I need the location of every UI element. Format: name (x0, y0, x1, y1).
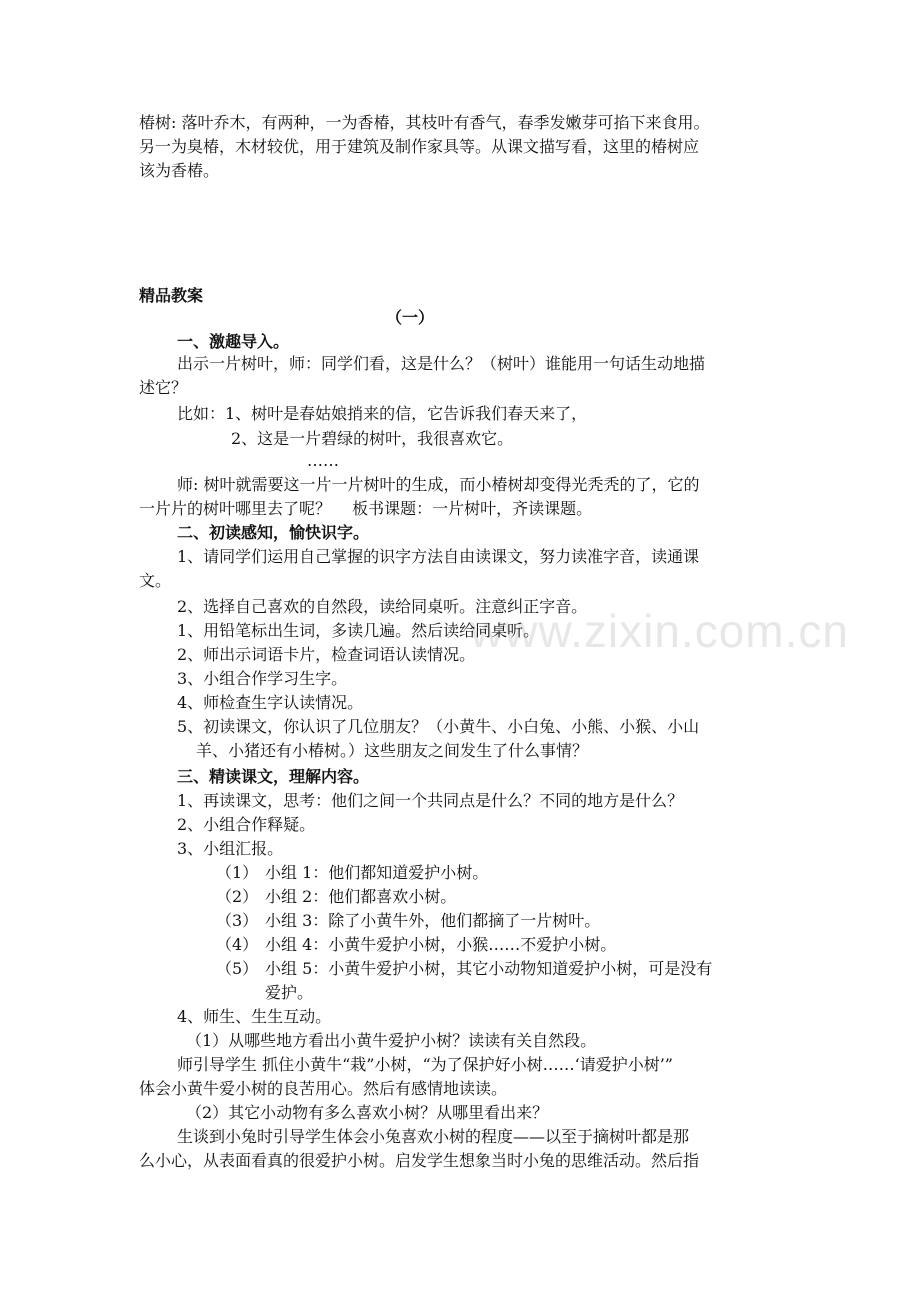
group-report-text: 小组 3：除了小黄牛外，他们都摘了一片树叶。 (265, 911, 601, 930)
question-2: （2）其它小动物有多么喜欢小树？从哪里看出来？ (186, 1103, 549, 1122)
document-heading: 精品教案 (139, 286, 204, 305)
ellipsis: …… (307, 451, 339, 470)
definition-line-2: 另一为臭椿，木材较优，用于建筑及制作家具等。从课文描写看，这里的椿树应 (139, 137, 700, 156)
group-report-text-cont: 爱护。 (265, 983, 314, 1002)
section3-item: 3、小组汇报。 (177, 839, 284, 858)
section2-item-cont: 羊、小猪还有小椿树。）这些朋友之间发生了什么事情？ (196, 741, 589, 760)
question-1: （1）从哪些地方看出小黄牛爱护小树？读读有关自然段。 (186, 1031, 597, 1050)
section3-title: 三、精读课文，理解内容。 (177, 767, 370, 786)
section2-item: 2、师出示词语卡片，检查词语认读情况。 (177, 645, 476, 664)
group-report-text: 小组 4：小黄牛爱护小树，小猴……不爱护小树。 (265, 935, 617, 954)
question-1-guide: 师引导学生 抓住小黄牛“栽”小树，“为了保护好小树……‘请爱护小树’” (177, 1055, 673, 1074)
watermark: www.zixin.com.cn (470, 605, 849, 657)
section3-item: 4、师生、生生互动。 (177, 1007, 332, 1026)
section2-item-cont: 文。 (139, 571, 172, 590)
group-report-number: （4） (216, 935, 259, 954)
teacher-paragraph-cont: 一片片的树叶哪里去了呢？ 板书课题：一片树叶，齐读课题。 (139, 499, 593, 518)
section2-item: 1、用铅笔标出生词，多读几遍。然后读给同桌听。 (177, 621, 540, 640)
example-1: 比如：1、树叶是春姑娘捎来的信，它告诉我们春天来了， (177, 404, 588, 423)
question-2-guide-cont: 么小心，从表面看真的很爱护小树。启发学生想象当时小兔的思维活动。然后指 (139, 1151, 700, 1170)
group-report-text: 小组 5：小黄牛爱护小树，其它小动物知道爱护小树，可是没有 (265, 959, 713, 978)
section2-item: 3、小组合作学习生字。 (177, 669, 348, 688)
group-report-number: （5） (216, 959, 259, 978)
group-report-number: （2） (216, 887, 259, 906)
group-report-text: 小组 1：他们都知道爱护小树。 (265, 863, 489, 882)
definition-line-1: 椿树: 落叶乔木，有两种，一为香椿，其枝叶有香气，春季发嫩芽可掐下来食用。 (139, 113, 710, 132)
group-report-number: （3） (216, 911, 259, 930)
section2-item: 1、请同学们运用自己掌握的识字方法自由读课文，努力读准字音，读通课 (177, 547, 700, 566)
group-report-text: 小组 2：他们都喜欢小树。 (265, 887, 457, 906)
question-1-guide-cont: 体会小黄牛爱小树的良苦用心。然后有感情地读读。 (139, 1079, 508, 1098)
section1-title: 一、激趣导入。 (177, 332, 290, 351)
section2-item: 5、初读课文，你认识了几位朋友？（小黄牛、小白兔、小熊、小猴、小山 (177, 717, 700, 736)
section1-paragraph: 出示一片树叶，师：同学们看，这是什么？（树叶）谁能用一句话生动地描 (177, 354, 706, 373)
section3-item: 2、小组合作释疑。 (177, 815, 316, 834)
group-report-number: （1） (216, 863, 259, 882)
example-2: 2、这是一片碧绿的树叶，我很喜欢它。 (231, 429, 514, 448)
section3-item: 1、再读课文，思考：他们之间一个共同点是什么？不同的地方是什么？ (177, 791, 684, 810)
teacher-paragraph: 师: 树叶就需要这一片一片树叶的生成，而小椿树却变得光秃秃的了，它的 (177, 475, 700, 494)
section2-item: 4、师检查生字认读情况。 (177, 693, 364, 712)
section1-paragraph-cont: 述它？ (139, 378, 188, 397)
section2-title: 二、初读感知，愉快识字。 (177, 523, 370, 542)
section2-item: 2、选择自己喜欢的自然段，读给同桌听。注意纠正字音。 (177, 597, 588, 616)
part-number: （一） (386, 308, 435, 327)
question-2-guide: 生谈到小兔时引导学生体会小兔喜欢小树的程度——以至于摘树叶都是那 (177, 1127, 690, 1146)
definition-line-3: 该为香椿。 (139, 161, 220, 180)
